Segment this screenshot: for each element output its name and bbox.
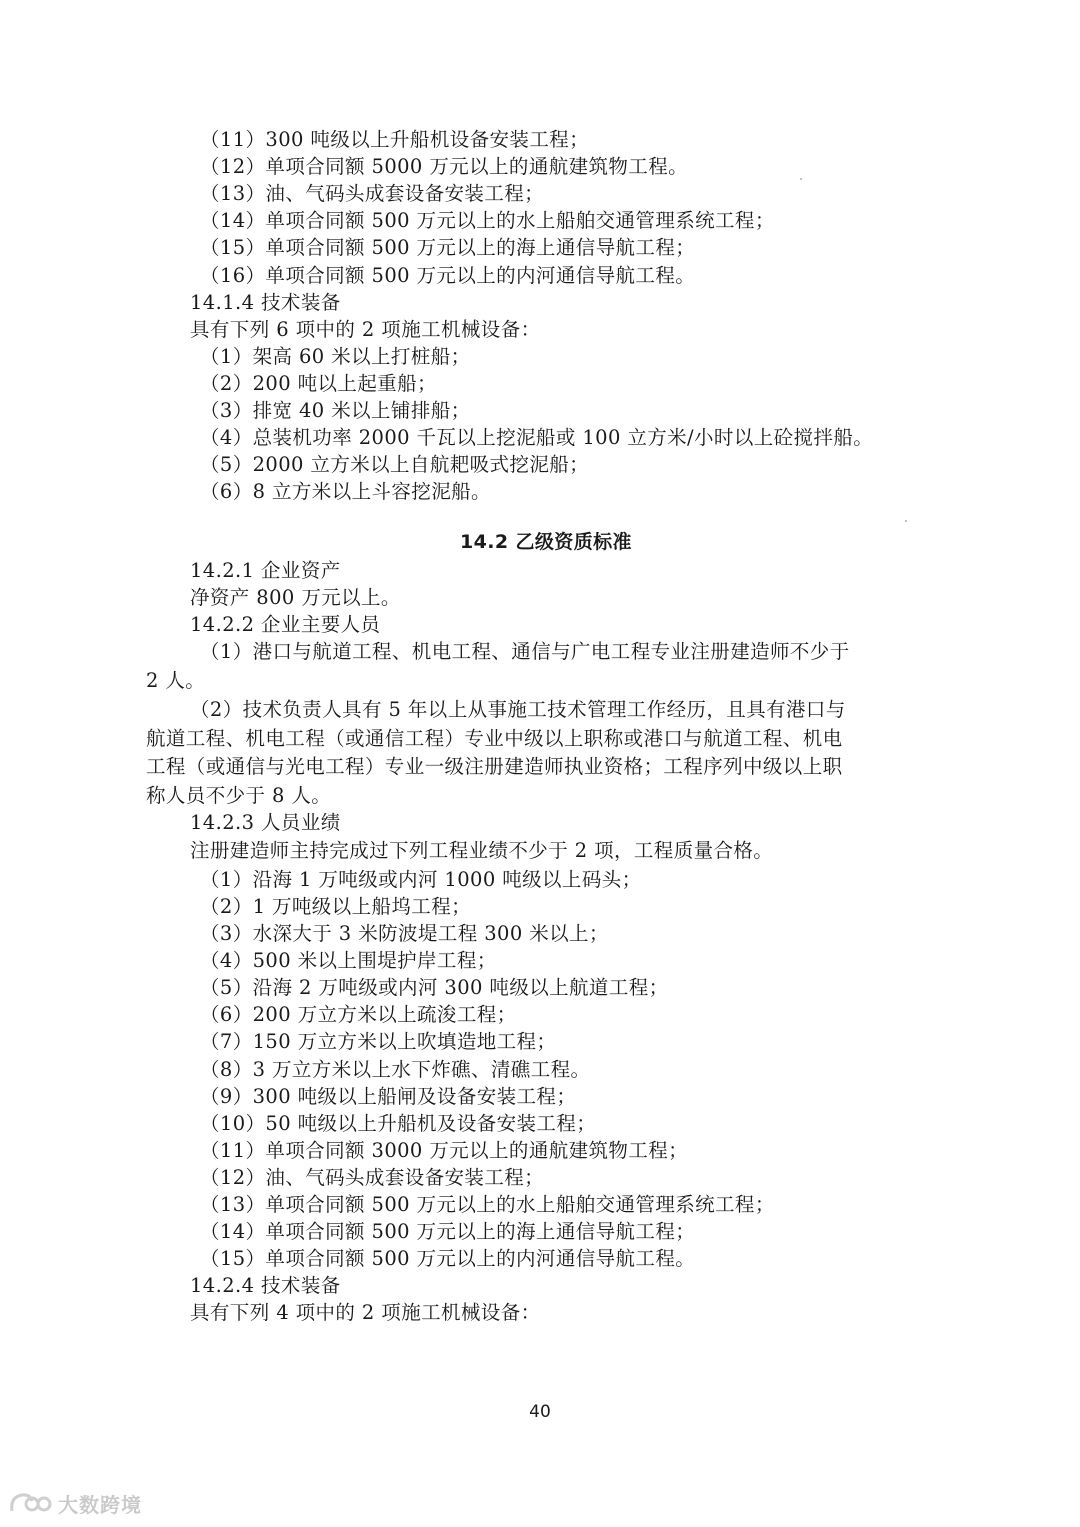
text-line: （16）单项合同额 500 万元以上的内河通信导航工程。 — [200, 264, 696, 287]
watermark-text: 大数跨境 — [58, 1492, 142, 1517]
text-line: （11）单项合同额 3000 万元以上的通航建筑物工程； — [200, 1139, 689, 1162]
text-line: 净资产 800 万元以上。 — [190, 586, 401, 609]
text-line: （3）排宽 40 米以上铺排船； — [200, 399, 471, 422]
text-line: （1）沿海 1 万吨级或内河 1000 吨级以上码头； — [200, 868, 642, 891]
scan-speck — [905, 520, 907, 522]
text-line: （8）3 万立方米以上水下炸礁、清礁工程。 — [200, 1058, 591, 1081]
scan-speck — [800, 178, 802, 180]
text-line: （14）单项合同额 500 万元以上的海上通信导航工程； — [200, 1220, 696, 1243]
text-line: （1）港口与航道工程、机电工程、通信与广电工程专业注册建造师不少于 — [200, 640, 850, 663]
text-line: （11）300 吨级以上升船机设备安装工程； — [200, 128, 590, 151]
text-line: （5）沿海 2 万吨级或内河 300 吨级以上航道工程； — [200, 976, 669, 999]
text-line: （2）200 吨以上起重船； — [200, 372, 437, 395]
text-line: （13）油、气码头成套设备安装工程； — [200, 182, 545, 205]
text-line: （10）50 吨级以上升船机及设备安装工程； — [200, 1112, 597, 1135]
text-line: （4）500 米以上围堤护岸工程； — [200, 949, 497, 972]
text-line: 14.2.4 技术装备 — [190, 1274, 341, 1297]
text-line: 称人员不少于 8 人。 — [146, 784, 332, 807]
text-line: （15）单项合同额 500 万元以上的海上通信导航工程； — [200, 236, 696, 259]
text-line: （12）油、气码头成套设备安装工程； — [200, 1166, 545, 1189]
text-line: （2）技术负责人具有 5 年以上从事施工技术管理工作经历，且具有港口与 — [190, 698, 846, 721]
text-line: （13）单项合同额 500 万元以上的水上船舶交通管理系统工程； — [200, 1193, 775, 1216]
watermark-logo-icon — [8, 1489, 52, 1517]
text-line: （7）150 万立方米以上吹填造地工程； — [200, 1030, 557, 1053]
text-line: （6）8 立方米以上斗容挖泥船。 — [200, 480, 491, 503]
text-line: 14.2.1 企业资产 — [190, 559, 341, 582]
text-line: 航道工程、机电工程（或通信工程）专业中级以上职称或港口与航道工程、机电 — [146, 727, 843, 750]
text-line: （12）单项合同额 5000 万元以上的通航建筑物工程。 — [200, 155, 689, 178]
text-line: 14.2.3 人员业绩 — [190, 811, 341, 834]
text-line: 工程（或通信与光电工程）专业一级注册建造师执业资格；工程序列中级以上职 — [146, 755, 843, 778]
text-line: 14.2.2 企业主要人员 — [190, 613, 381, 636]
text-line: （9）300 吨级以上船闸及设备安装工程； — [200, 1085, 577, 1108]
text-line: 具有下列 6 项中的 2 项施工机械设备： — [190, 318, 541, 341]
text-line: 注册建造师主持完成过下列工程业绩不少于 2 项，工程质量合格。 — [190, 839, 774, 862]
text-line: （2）1 万吨级以上船坞工程； — [200, 895, 472, 918]
text-line: 14.1.4 技术装备 — [190, 291, 341, 314]
text-line: （15）单项合同额 500 万元以上的内河通信导航工程。 — [200, 1247, 696, 1270]
text-line: （4）总装机功率 2000 千瓦以上挖泥船或 100 立方米/小时以上砼搅拌船。 — [200, 426, 874, 449]
text-line: （5）2000 立方米以上自航耙吸式挖泥船； — [200, 453, 590, 476]
text-line: （1）架高 60 米以上打桩船； — [200, 345, 471, 368]
text-line: （6）200 万立方米以上疏浚工程； — [200, 1003, 517, 1026]
text-line: 具有下列 4 项中的 2 项施工机械设备： — [190, 1301, 541, 1324]
page-number: 40 — [529, 1402, 551, 1422]
watermark — [8, 1488, 142, 1518]
section-heading: 14.2 乙级资质标准 — [460, 531, 632, 553]
text-line: 2 人。 — [146, 669, 206, 692]
text-line: （3）水深大于 3 米防波堤工程 300 米以上； — [200, 922, 609, 945]
text-line: （14）单项合同额 500 万元以上的水上船舶交通管理系统工程； — [200, 209, 775, 232]
